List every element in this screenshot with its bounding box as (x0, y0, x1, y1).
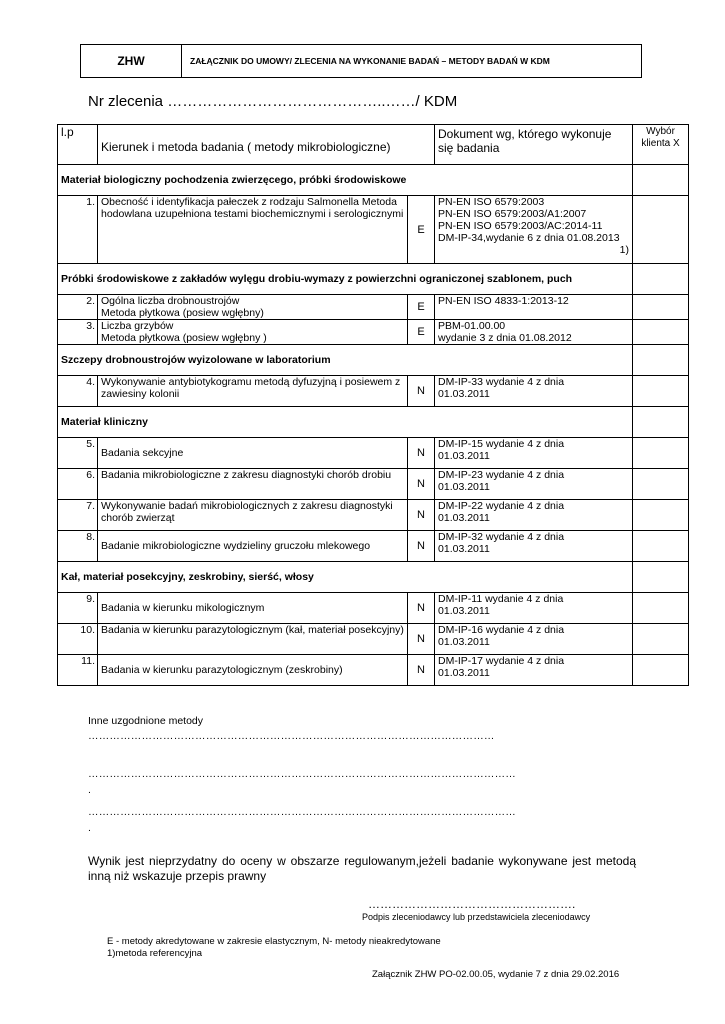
section-choice-cell (633, 264, 689, 295)
col-header-document: Dokument wg, którego wykonuje się badania (435, 125, 633, 165)
row-document (435, 295, 633, 320)
row-document-note: 1) (619, 244, 630, 256)
row-accreditation-flag: N (408, 593, 435, 624)
row-number: 10. (58, 624, 98, 655)
row-number: 5. (58, 438, 98, 469)
row-client-choice[interactable] (633, 531, 689, 562)
row-client-choice[interactable] (633, 593, 689, 624)
row-method: Wykonywanie antybiotykogramu metodą dyfuzyjną i posiewem z zawiesiny kolonii (98, 376, 408, 407)
row-accreditation-flag: E (408, 196, 435, 264)
row-document (435, 196, 633, 264)
row-client-choice[interactable] (633, 295, 689, 320)
section-header-row (58, 264, 689, 295)
table-row (58, 593, 689, 624)
document-footer: Załącznik ZHW PO-02.00.05, wydanie 7 z dnia 29.02.2016 (372, 969, 620, 980)
row-accreditation-flag: N (408, 500, 435, 531)
header-title: ZAŁĄCZNIK DO UMOWY/ ZLECENIA NA WYKONANIE BADAŃ – METODY BADAŃ W KDM (190, 56, 550, 66)
methods-table-body (58, 125, 689, 686)
row-document-text: DM-IP-23 wydanie 4 z dnia 01.03.2011 (438, 469, 565, 493)
row-document (435, 376, 633, 407)
row-document (435, 500, 633, 531)
signature-caption: Podpis zleceniodawcy lub przedstawiciela zleceniodawcy (362, 912, 591, 922)
row-document (435, 469, 633, 500)
row-client-choice[interactable] (633, 500, 689, 531)
row-document (435, 593, 633, 624)
row-accreditation-flag: E (408, 320, 435, 345)
row-accreditation-flag: N (408, 376, 435, 407)
row-document (435, 438, 633, 469)
row-number: 3. (58, 320, 98, 345)
col-header-method: Kierunek i metoda badania ( metody mikrobiologiczne) (98, 125, 435, 165)
row-method: Badania w kierunku mikologicznym (98, 593, 408, 624)
row-client-choice[interactable] (633, 196, 689, 264)
section-choice-cell (633, 165, 689, 196)
row-method: Badanie mikrobiologiczne wydzieliny gruczołu mlekowego (98, 531, 408, 562)
row-number: 4. (58, 376, 98, 407)
row-number: 1. (58, 196, 98, 264)
row-client-choice[interactable] (633, 376, 689, 407)
header-code: ZHW (81, 45, 182, 77)
section-title: Szczepy drobnoustrojów wyizolowane w laboratorium (58, 345, 633, 376)
col-header-lp: l.p (58, 125, 98, 165)
row-accreditation-flag: N (408, 469, 435, 500)
header-box (80, 44, 642, 78)
table-row (58, 469, 689, 500)
row-document-text: DM-IP-17 wydanie 4 z dnia 01.03.2011 (438, 655, 565, 679)
row-method: Badania mikrobiologiczne z zakresu diagnostyki chorób drobiu (98, 469, 408, 500)
section-choice-cell (633, 345, 689, 376)
row-document-text: DM-IP-32 wydanie 4 z dnia 01.03.2011 (438, 531, 565, 555)
other-methods-line-2-end: . (88, 784, 91, 796)
other-methods-line-2[interactable]: ………………………………………………………………………………………………………… (88, 768, 516, 780)
table-row (58, 295, 689, 320)
other-methods-line-1[interactable]: …………………………………………………………………………………………………… (88, 730, 495, 742)
table-row (58, 320, 689, 345)
row-document-text: DM-IP-33 wydanie 4 z dnia 01.03.2011 (438, 376, 565, 400)
row-document (435, 320, 633, 345)
table-row (58, 531, 689, 562)
row-accreditation-flag: N (408, 655, 435, 686)
row-document-text: DM-IP-15 wydanie 4 z dnia 01.03.2011 (438, 438, 565, 462)
table-header-row (58, 125, 689, 165)
table-row (58, 196, 689, 264)
row-client-choice[interactable] (633, 438, 689, 469)
methods-table (57, 124, 689, 686)
table-row (58, 655, 689, 686)
table-row (58, 438, 689, 469)
section-header-row (58, 407, 689, 438)
row-number: 6. (58, 469, 98, 500)
row-number: 9. (58, 593, 98, 624)
section-choice-cell (633, 407, 689, 438)
section-header-row (58, 345, 689, 376)
row-document (435, 531, 633, 562)
disclaimer-text: Wynik jest nieprzydatny do oceny w obszarze regulowanym,jeżeli badanie wykonywane jest metodą inną niż wskazuje przepis prawny (88, 854, 636, 883)
order-number-line[interactable]: Nr zlecenia ……………………………………..……/ KDM (88, 93, 458, 110)
row-document-text: PN-EN ISO 4833-1:2013-12 (438, 295, 569, 307)
col-header-choice: Wybór klienta X (633, 125, 689, 165)
row-number: 2. (58, 295, 98, 320)
row-accreditation-flag: N (408, 624, 435, 655)
section-choice-cell (633, 562, 689, 593)
row-document (435, 624, 633, 655)
row-number: 8. (58, 531, 98, 562)
legend-accreditation: E - metody akredytowane w zakresie elastycznym, N- metody nieakredytowane (107, 936, 441, 947)
row-accreditation-flag: N (408, 531, 435, 562)
row-accreditation-flag: E (408, 295, 435, 320)
signature-line[interactable]: ……………………………………………. (368, 897, 576, 911)
row-client-choice[interactable] (633, 320, 689, 345)
row-document-text: DM-IP-16 wydanie 4 z dnia 01.03.2011 (438, 624, 565, 648)
other-methods-line-3-end: . (88, 822, 91, 834)
row-client-choice[interactable] (633, 469, 689, 500)
section-title: Materiał kliniczny (58, 407, 633, 438)
row-document (435, 655, 633, 686)
other-methods-line-3[interactable]: ………………………………………………………………………………………………………… (88, 806, 516, 818)
row-method: Wykonywanie badań mikrobiologicznych z zakresu diagnostyki chorób zwierząt (98, 500, 408, 531)
row-document-text: PBM-01.00.00 wydanie 3 z dnia 01.08.2012 (438, 320, 572, 344)
row-document-text: DM-IP-11 wydanie 4 z dnia 01.03.2011 (438, 593, 564, 617)
row-method: Liczba grzybów Metoda płytkowa (posiew wgłębny ) (98, 320, 408, 345)
table-row (58, 376, 689, 407)
row-document-text: PN-EN ISO 6579:2003 PN-EN ISO 6579:2003/A1:2007 PN-EN ISO 6579:2003/AC:2014-11 DM-IP-34,wydanie 6 z dnia 01.08.2013 (438, 196, 620, 244)
row-method: Badania sekcyjne (98, 438, 408, 469)
row-accreditation-flag: N (408, 438, 435, 469)
section-header-row (58, 562, 689, 593)
legend-reference: 1)metoda referencyjna (107, 948, 203, 959)
row-number: 7. (58, 500, 98, 531)
row-method: Badania w kierunku parazytologicznym (kał, materiał posekcyjny) (98, 624, 408, 655)
table-row (58, 624, 689, 655)
section-title: Kał, materiał posekcyjny, zeskrobiny, sierść, włosy (58, 562, 633, 593)
section-header-row (58, 165, 689, 196)
row-client-choice[interactable] (633, 655, 689, 686)
row-number: 11. (58, 655, 98, 686)
row-method: Ogólna liczba drobnoustrojów Metoda płytkowa (posiew wgłębny) (98, 295, 408, 320)
section-title: Próbki środowiskowe z zakładów wylęgu drobiu-wymazy z powierzchni ograniczonej szablonem, puch (58, 264, 633, 295)
other-methods-label: Inne uzgodnione metody (88, 715, 204, 727)
row-client-choice[interactable] (633, 624, 689, 655)
section-title: Materiał biologiczny pochodzenia zwierzęcego, próbki środowiskowe (58, 165, 633, 196)
row-document-text: DM-IP-22 wydanie 4 z dnia 01.03.2011 (438, 500, 565, 524)
table-row (58, 500, 689, 531)
row-method: Badania w kierunku parazytologicznym (zeskrobiny) (98, 655, 408, 686)
row-method: Obecność i identyfikacja pałeczek z rodzaju Salmonella Metoda hodowlana uzupełniona testami biochemicznymi i serologicznymi (98, 196, 408, 264)
